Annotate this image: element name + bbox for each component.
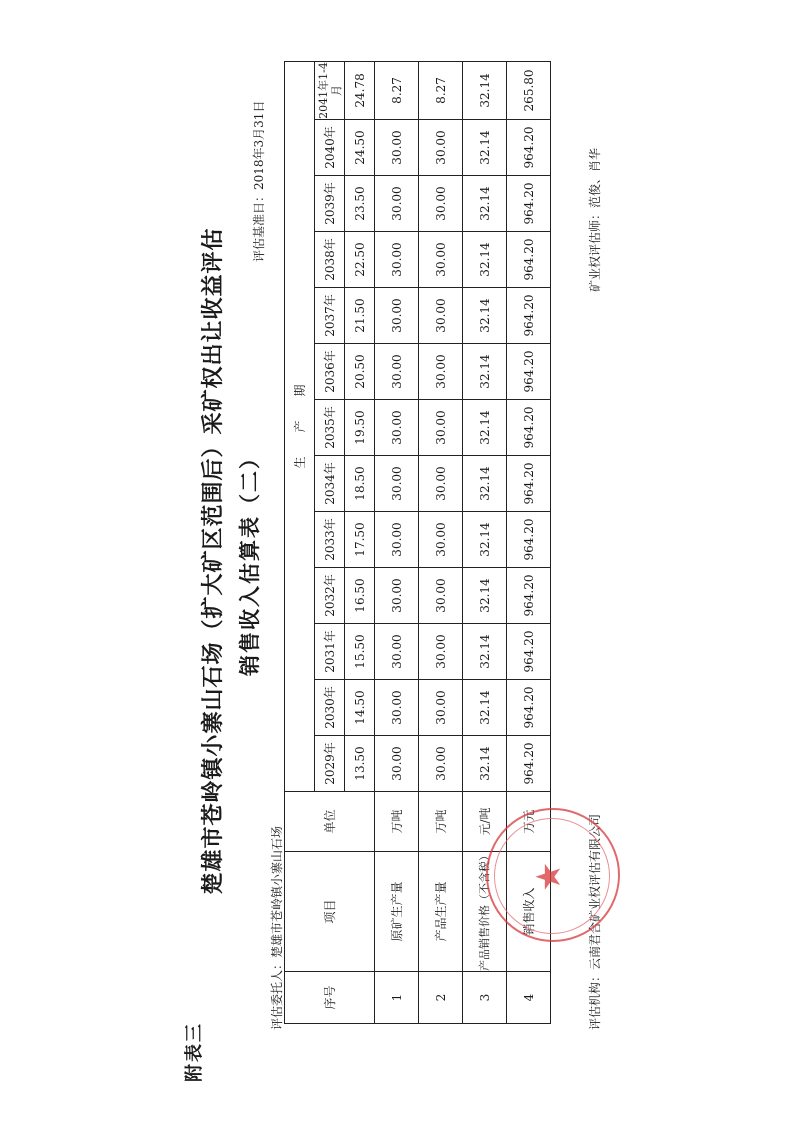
row-item: 产品销售价格（不含税） [463, 852, 507, 972]
row-unit: 万吨 [375, 792, 419, 852]
row-seq: 1 [375, 972, 419, 1024]
appraisal-org: 评估机构：云南君合矿业权评估有限公司 [588, 813, 602, 1030]
value-cell: 32.14 [463, 680, 507, 736]
value-cell: 21.50 [345, 288, 375, 344]
value-cell: 19.50 [345, 400, 375, 456]
row-unit: 万吨 [419, 792, 463, 852]
year-cell: 2029年 [315, 736, 345, 792]
year-cell: 2039年 [315, 176, 345, 232]
header-row-1 [285, 61, 315, 1023]
value-cell: 32.14 [463, 736, 507, 792]
value-cell: 964.20 [507, 736, 551, 792]
value-cell: 24.50 [345, 120, 375, 176]
row-item: 原矿生产量 [375, 852, 419, 972]
year-cell: 2034年 [315, 456, 345, 512]
value-cell: 30.00 [419, 624, 463, 680]
value-cell: 30.00 [419, 456, 463, 512]
header-unit: 单位 [285, 792, 375, 852]
year-cell: 2030年 [315, 680, 345, 736]
year-cell: 2040年 [315, 120, 345, 176]
value-cell: 30.00 [375, 680, 419, 736]
value-cell: 964.20 [507, 176, 551, 232]
value-cell: 30.00 [375, 344, 419, 400]
header-period: 生 产 期 [285, 61, 315, 791]
value-cell: 964.20 [507, 456, 551, 512]
value-cell: 30.00 [375, 456, 419, 512]
value-cell: 32.14 [463, 568, 507, 624]
client-label: 评估委托人：楚雄市苍岭镇小寨山石场 [270, 825, 284, 1030]
document-subtitle: 销售收入估算表（二） [237, 446, 262, 676]
value-cell: 30.00 [419, 120, 463, 176]
value-cell: 8.27 [375, 61, 419, 119]
value-cell: 30.00 [419, 400, 463, 456]
value-cell: 17.50 [345, 512, 375, 568]
value-cell: 30.00 [375, 568, 419, 624]
value-cell: 14.50 [345, 680, 375, 736]
value-cell: 964.20 [507, 344, 551, 400]
value-cell: 964.20 [507, 680, 551, 736]
value-cell: 30.00 [375, 512, 419, 568]
value-cell: 964.20 [507, 400, 551, 456]
value-cell: 964.20 [507, 568, 551, 624]
value-cell: 30.00 [419, 232, 463, 288]
value-cell: 30.00 [375, 400, 419, 456]
row-seq: 4 [507, 972, 551, 1024]
header-seq: 序号 [285, 972, 375, 1024]
value-cell: 30.00 [375, 232, 419, 288]
table-row [419, 61, 463, 1023]
value-cell: 32.14 [463, 456, 507, 512]
value-cell: 18.50 [345, 456, 375, 512]
appendix-label: 附表三 [184, 1022, 205, 1082]
value-cell: 32.14 [463, 176, 507, 232]
year-cell: 2033年 [315, 512, 345, 568]
value-cell: 8.27 [419, 61, 463, 119]
value-cell: 32.14 [463, 512, 507, 568]
year-cell: 2037年 [315, 288, 345, 344]
year-cell: 2032年 [315, 568, 345, 624]
value-cell: 32.14 [463, 61, 507, 119]
appraiser-label: 矿业权评估师：范俊、肖华 [588, 147, 602, 292]
company-seal [486, 808, 620, 942]
year-cell: 2041年1-4月 [316, 62, 343, 119]
star-icon: ★ [529, 861, 569, 892]
value-cell: 30.00 [419, 736, 463, 792]
value-cell: 964.20 [507, 624, 551, 680]
value-cell: 964.20 [507, 288, 551, 344]
year-cell: 2038年 [315, 232, 345, 288]
row-seq: 3 [463, 972, 507, 1024]
row-item: 销售收入 [507, 852, 551, 972]
value-cell: 30.00 [375, 736, 419, 792]
row-item: 产品生产量 [419, 852, 463, 972]
value-cell: 30.00 [419, 176, 463, 232]
value-cell: 32.14 [463, 288, 507, 344]
value-cell: 30.00 [375, 176, 419, 232]
value-cell: 964.20 [507, 120, 551, 176]
value-cell: 16.50 [345, 568, 375, 624]
value-cell: 22.50 [345, 232, 375, 288]
value-cell: 30.00 [419, 344, 463, 400]
year-cell: 2036年 [315, 344, 345, 400]
value-cell: 30.00 [419, 512, 463, 568]
value-cell: 24.78 [345, 61, 375, 119]
value-cell: 23.50 [345, 176, 375, 232]
row-seq: 2 [419, 972, 463, 1024]
value-cell: 32.14 [463, 344, 507, 400]
year-cell: 2031年 [315, 624, 345, 680]
value-cell: 32.14 [463, 400, 507, 456]
value-cell: 964.20 [507, 512, 551, 568]
row-unit: 元/吨 [463, 792, 507, 852]
value-cell: 265.80 [507, 61, 551, 119]
value-cell: 32.14 [463, 624, 507, 680]
value-cell: 13.50 [345, 736, 375, 792]
header-item: 项目 [285, 852, 375, 972]
row-unit: 万元 [507, 792, 551, 852]
year-cell: 2035年 [315, 400, 345, 456]
table-row [375, 61, 419, 1023]
value-cell: 30.00 [375, 288, 419, 344]
value-cell: 15.50 [345, 624, 375, 680]
value-cell: 20.50 [345, 344, 375, 400]
value-cell: 30.00 [419, 680, 463, 736]
value-cell: 30.00 [375, 624, 419, 680]
value-cell: 32.14 [463, 232, 507, 288]
value-cell: 32.14 [463, 120, 507, 176]
value-cell: 964.20 [507, 232, 551, 288]
value-cell: 30.00 [375, 120, 419, 176]
base-date: 评估基准日：2018年3月31日 [252, 100, 266, 262]
document-title: 楚雄市苍岭镇小寨山石场（扩大矿区范围后）采矿权出让收益评估 [200, 227, 226, 895]
value-cell: 30.00 [419, 568, 463, 624]
value-cell: 30.00 [419, 288, 463, 344]
